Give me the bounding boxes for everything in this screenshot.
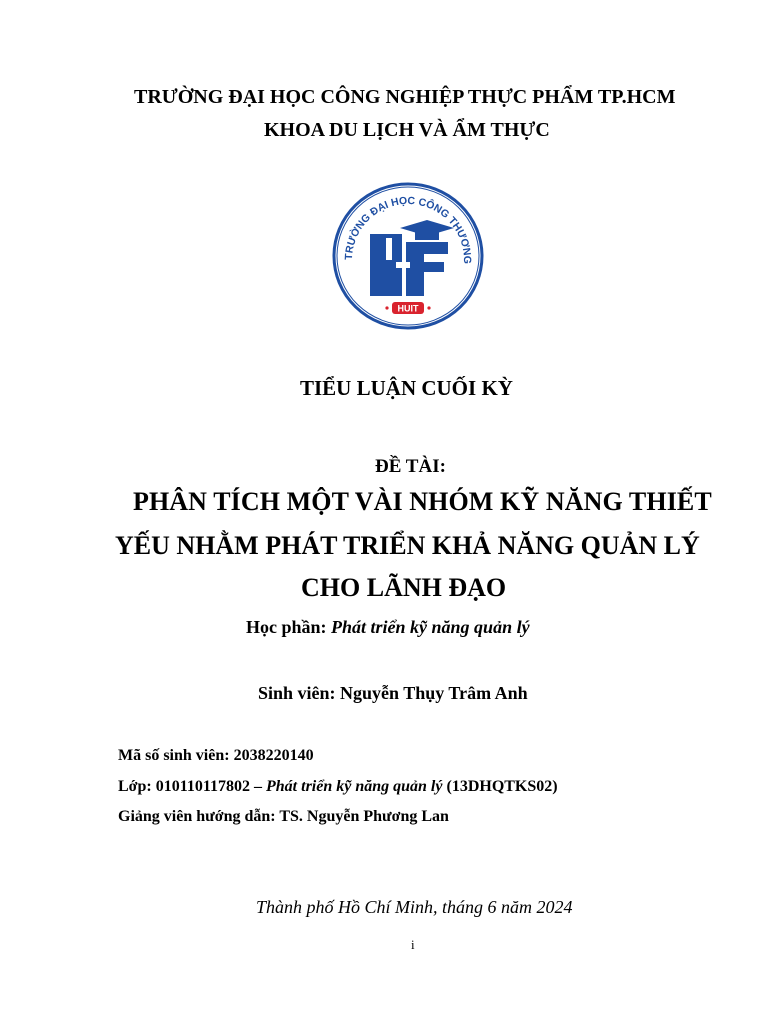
document-type: TIỂU LUẬN CUỐI KỲ bbox=[300, 376, 513, 400]
logo-ring-text: TRƯỜNG ĐẠI HỌC CÔNG THƯƠNG bbox=[342, 194, 474, 264]
class-name: Phát triển kỹ năng quản lý bbox=[266, 778, 443, 795]
topic-label: ĐỀ TÀI: bbox=[375, 456, 446, 477]
class-prefix: Lớp: 010110117802 – bbox=[118, 778, 266, 795]
svg-text:TRƯỜNG ĐẠI HỌC CÔNG THƯƠNG THÀ bbox=[332, 182, 473, 264]
course-name: Phát triển kỹ năng quản lý bbox=[331, 617, 530, 637]
lecturer: Giảng viên hướng dẫn: TS. Nguyễn Phương Lan bbox=[118, 808, 449, 825]
title-line-2: YẾU NHẰM PHÁT TRIỂN KHẢ NĂNG QUẢN LÝ bbox=[115, 531, 700, 560]
logo-badge-text: HUIT bbox=[397, 303, 419, 314]
place-date: Thành phố Hồ Chí Minh, tháng 6 năm 2024 bbox=[256, 897, 573, 917]
course-line bbox=[246, 617, 530, 638]
course-label: Học phần: bbox=[246, 617, 327, 637]
class-info bbox=[118, 778, 558, 796]
university-logo bbox=[332, 182, 484, 330]
title-line-1: PHÂN TÍCH MỘT VÀI NHÓM KỸ NĂNG THIẾT bbox=[133, 487, 712, 516]
title-line-3: CHO LÃNH ĐẠO bbox=[301, 573, 507, 602]
page-number: i bbox=[411, 937, 415, 952]
student-name: Sinh viên: Nguyễn Thụy Trâm Anh bbox=[258, 683, 528, 703]
student-id: Mã số sinh viên: 2038220140 bbox=[118, 747, 314, 764]
university-name: TRƯỜNG ĐẠI HỌC CÔNG NGHIỆP THỰC PHẨM TP.HCM bbox=[134, 86, 676, 108]
class-code: (13DHQTKS02) bbox=[442, 778, 558, 795]
faculty-name: KHOA DU LỊCH VÀ ẨM THỰC bbox=[264, 119, 550, 141]
